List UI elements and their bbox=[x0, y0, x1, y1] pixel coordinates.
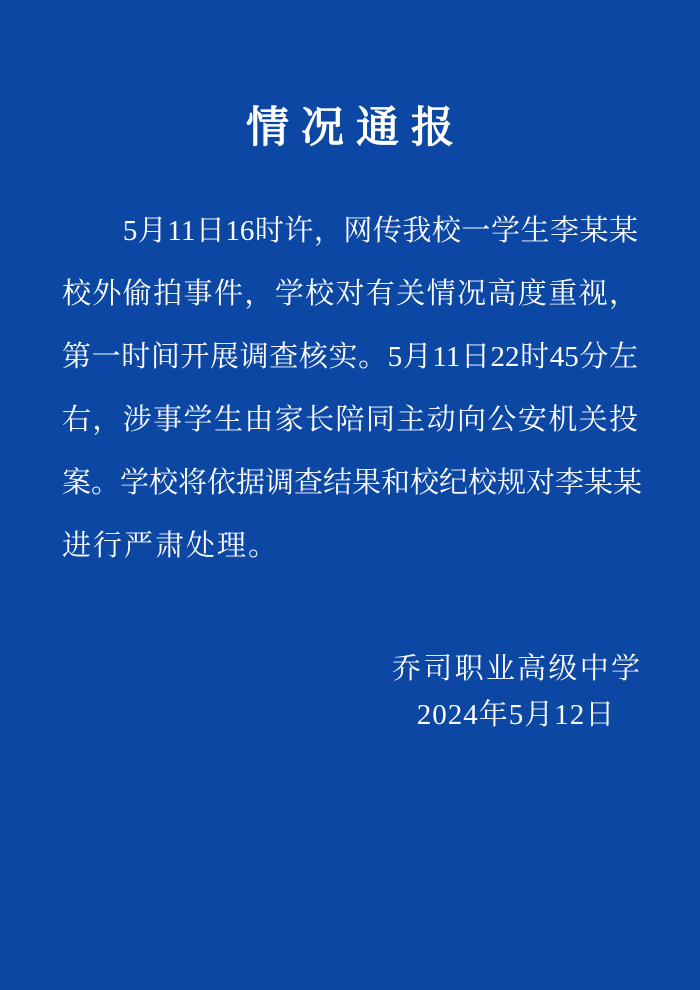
notice-body-line: 案。学校将依据调查结果和校纪校规对李某某 bbox=[62, 467, 643, 499]
notice-body-line: 校外偷拍事件，学校对有关情况高度重视， bbox=[62, 278, 638, 310]
notice-body-line: 右，涉事学生由家长陪同主动向公安机关投 bbox=[62, 404, 638, 436]
notice-title: 情况通报 bbox=[246, 105, 466, 152]
signature-org: 乔司职业高级中学 bbox=[392, 653, 640, 685]
notice-body-line: 进行严肃处理。 bbox=[62, 530, 280, 562]
signature-block bbox=[392, 654, 640, 730]
notice-body-line: 5月11日16时许，网传我校一学生李某某 bbox=[122, 215, 638, 247]
signature-date: 2024年5月12日 bbox=[416, 699, 616, 731]
notice-body bbox=[62, 200, 643, 578]
notice-body-line: 第一时间开展调查核实。5月11日22时45分左 bbox=[62, 341, 638, 373]
